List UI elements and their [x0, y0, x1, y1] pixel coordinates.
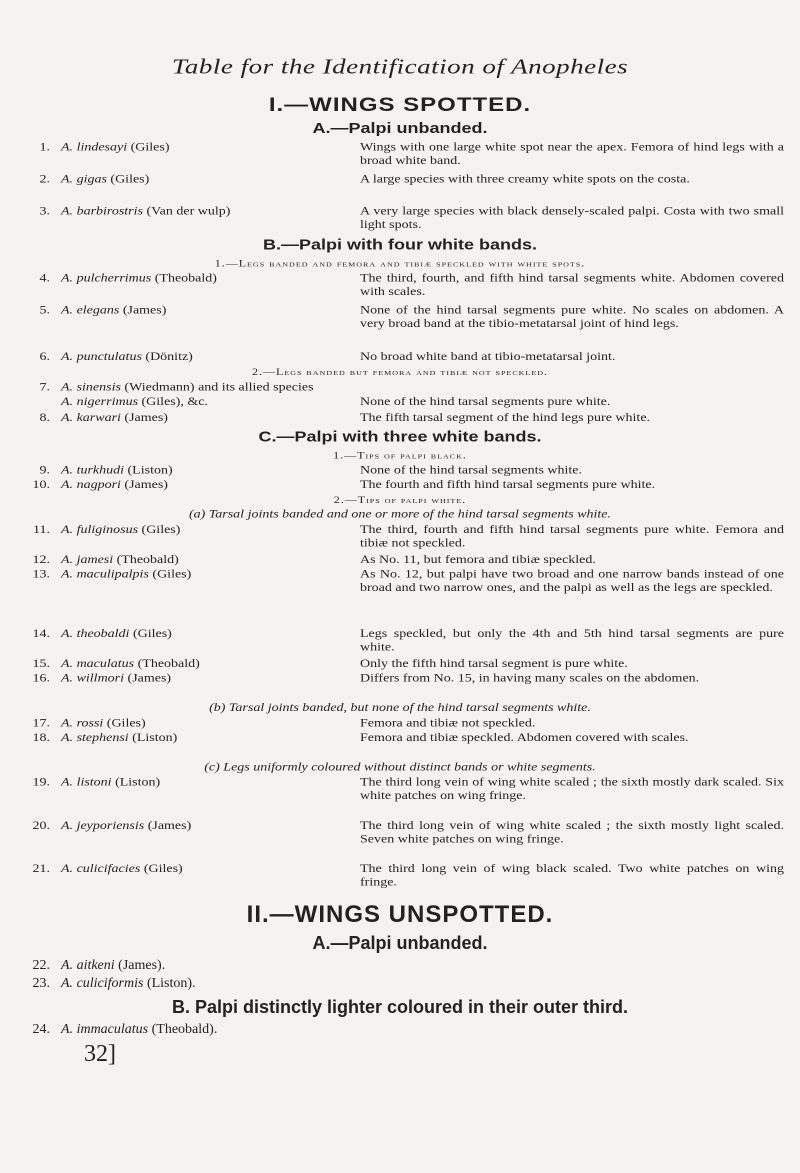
species-name-allied: A. nigerrimus (Giles), &c.: [61, 396, 208, 408]
species-name: A. immaculatus (Theobald).: [61, 1022, 218, 1038]
species-name: A. willmori (James): [61, 672, 172, 685]
subsection-heading-palpi-lighter: B. Palpi distinctly lighter coloured in their outer third.: [171, 997, 629, 1018]
species-name: A. fuliginosus (Giles): [61, 524, 181, 536]
species-description: The third, fourth, and fifth hind tarsal segments white. Abdomen covered with scales.: [360, 272, 784, 299]
species-name: A. barbirostris (Van der wulp): [61, 205, 231, 218]
entry-number: 10.: [32, 479, 50, 492]
list-item: [28, 717, 788, 731]
list-item: [28, 862, 788, 891]
species-name: A. nagpori (James): [61, 479, 168, 492]
entry-number: 4.: [39, 272, 50, 285]
species-name: A. culiciformis (Liston).: [61, 976, 196, 992]
list-item: [28, 819, 788, 862]
species-description: As No. 11, but femora and tibiæ speckled.: [360, 554, 596, 567]
list-item: [28, 272, 788, 301]
entry-number: 15.: [32, 658, 50, 671]
species-name: A. elegans (James): [61, 304, 167, 317]
list-item: [28, 658, 788, 672]
species-description: The fifth tarsal segment of the hind legs pure white.: [360, 412, 651, 424]
entry-number: 7.: [39, 381, 50, 394]
list-item: [28, 381, 788, 410]
group-subheading: (c) Legs uniformly coloured without distinct bands or white segments.: [204, 761, 596, 774]
species-description: The third long vein of wing black scaled. Two white patches on wing fringe.: [360, 863, 784, 889]
entry-number: 12.: [32, 554, 50, 567]
subsection-heading-palpi-unbanded: A.—Palpi unbanded.: [312, 933, 488, 954]
group-subheading: (b) Tarsal joints banded, but none of the hind tarsal segments white.: [209, 702, 591, 715]
entry-number: 13.: [32, 568, 50, 581]
page-number: 32]: [84, 1041, 116, 1068]
species-description: None of the hind tarsal segments pure white. No scales on abdomen. A very broad band at the tibio-metatarsal joint of hind legs.: [360, 304, 784, 331]
entry-number: 8.: [39, 412, 50, 424]
species-name: A. gigas (Giles): [61, 173, 150, 186]
list-item: [28, 173, 788, 202]
list-item: [28, 776, 788, 819]
species-name: A. listoni (Liston): [61, 776, 161, 789]
list-item: [28, 523, 788, 552]
entry-number: 20.: [32, 820, 50, 832]
list-item: [28, 464, 788, 478]
list-item: [28, 957, 788, 975]
entry-number: 3.: [39, 205, 50, 218]
list-item: [28, 350, 788, 364]
list-item: [28, 478, 788, 492]
section-heading-wings-spotted: I.—WINGS SPOTTED.: [268, 94, 532, 116]
species-name: A. theobaldi (Giles): [61, 628, 172, 640]
entry-number: 16.: [32, 672, 50, 685]
species-name: A. jamesi (Theobald): [61, 554, 179, 567]
entry-number: 6.: [39, 351, 50, 364]
species-description: None of the hind tarsal segments pure white.: [360, 396, 611, 408]
subsection-heading-three-bands: C.—Palpi with three white bands.: [258, 428, 542, 445]
list-item: [28, 411, 788, 425]
group-heading: 2.—Tips of palpi white.: [333, 494, 467, 506]
entry-number: 5.: [39, 304, 50, 317]
species-name: A. maculatus (Theobald): [61, 658, 200, 671]
species-description: Only the fifth hind tarsal segment is pure white.: [360, 658, 628, 671]
species-name: A. punctulatus (Dönitz): [61, 351, 193, 364]
entry-number: 22.: [32, 958, 50, 974]
species-name: A. karwari (James): [61, 412, 168, 424]
species-name: A. culicifacies (Giles): [61, 863, 183, 876]
species-name: A. aitkeni (James).: [61, 958, 166, 974]
group-heading: 1.—Legs banded and femora and tibiæ speckled with white spots.: [214, 257, 586, 269]
entry-number: 11.: [33, 524, 50, 536]
group-heading: 1.—Tips of palpi black.: [333, 449, 467, 461]
entry-number: 18.: [32, 732, 50, 744]
species-description: The fourth and fifth hind tarsal segments pure white.: [360, 479, 656, 492]
list-item: [28, 731, 788, 760]
list-item: [28, 141, 788, 170]
list-item: [28, 554, 788, 568]
species-name: A. stephensi (Liston): [61, 732, 178, 744]
entry-number: 14.: [32, 628, 50, 640]
species-description: A very large species with black densely-scaled palpi. Costa with two small light spots.: [360, 205, 784, 232]
species-description: None of the hind tarsal segments white.: [360, 464, 583, 477]
group-subheading: (a) Tarsal joints banded and one or more of the hind tarsal segments white.: [188, 508, 612, 521]
entry-number: 21.: [32, 863, 50, 876]
species-description: Legs speckled, but only the 4th and 5th hind tarsal segments are pure white.: [360, 628, 784, 654]
species-name: A. sinensis (Wiedmann) and its allied species: [61, 381, 314, 394]
species-description: As No. 12, but palpi have two broad and one narrow bands instead of one broad and two narrow ones, and the palpi as well as the legs are speckled.: [360, 568, 784, 595]
list-item: [28, 672, 788, 701]
species-name: A. lindesayi (Giles): [61, 141, 170, 154]
list-item: [28, 568, 788, 611]
list-item: [28, 205, 788, 234]
section-heading-wings-unspotted: II.—WINGS UNSPOTTED.: [246, 901, 554, 929]
subsection-heading-palpi-unbanded: A.—Palpi unbanded.: [312, 120, 488, 136]
list-item: [28, 627, 788, 656]
entry-number: 1.: [39, 141, 50, 154]
species-description: Femora and tibiæ not speckled.: [360, 717, 536, 730]
list-item: [28, 304, 788, 347]
entry-number: 19.: [32, 776, 50, 789]
subsection-heading-four-bands: B.—Palpi with four white bands.: [262, 236, 537, 253]
species-name: A. pulcherrimus (Theobald): [61, 272, 217, 285]
list-item: [28, 975, 788, 993]
group-heading: 2.—Legs banded but femora and tibiæ not speckled.: [251, 366, 548, 378]
species-name: A. rossi (Giles): [61, 717, 146, 730]
species-description: Wings with one large white spot near the apex. Femora of hind legs with a broad white band.: [360, 141, 784, 168]
species-name: A. turkhudi (Liston): [61, 464, 173, 477]
entry-number: 2.: [39, 173, 50, 186]
entry-number: 24.: [32, 1022, 50, 1038]
species-description: No broad white band at tibio-metatarsal joint.: [360, 351, 616, 364]
species-description: The third long vein of wing white scaled ; the sixth mostly dark scaled. Six white patches on wing fringe.: [360, 776, 784, 803]
species-description: Differs from No. 15, in having many scales on the abdomen.: [360, 672, 700, 685]
list-item: [28, 1021, 788, 1039]
entry-number: 9.: [39, 464, 50, 477]
entry-number: 17.: [32, 717, 50, 730]
entry-number: 23.: [32, 976, 50, 992]
species-description: The third long vein of wing white scaled ; the sixth mostly light scaled. Seven white patches on wing fringe.: [360, 820, 784, 846]
species-description: The third, fourth and fifth hind tarsal segments pure white. Femora and tibiæ not speckled.: [360, 524, 784, 550]
species-description: Femora and tibiæ speckled. Abdomen covered with scales.: [360, 732, 689, 744]
species-name: A. maculipalpis (Giles): [61, 568, 192, 581]
species-name: A. jeyporiensis (James): [61, 820, 192, 832]
species-description: A large species with three creamy white spots on the costa.: [360, 173, 690, 186]
page-title: Table for the Identification of Anopheles: [171, 54, 629, 79]
